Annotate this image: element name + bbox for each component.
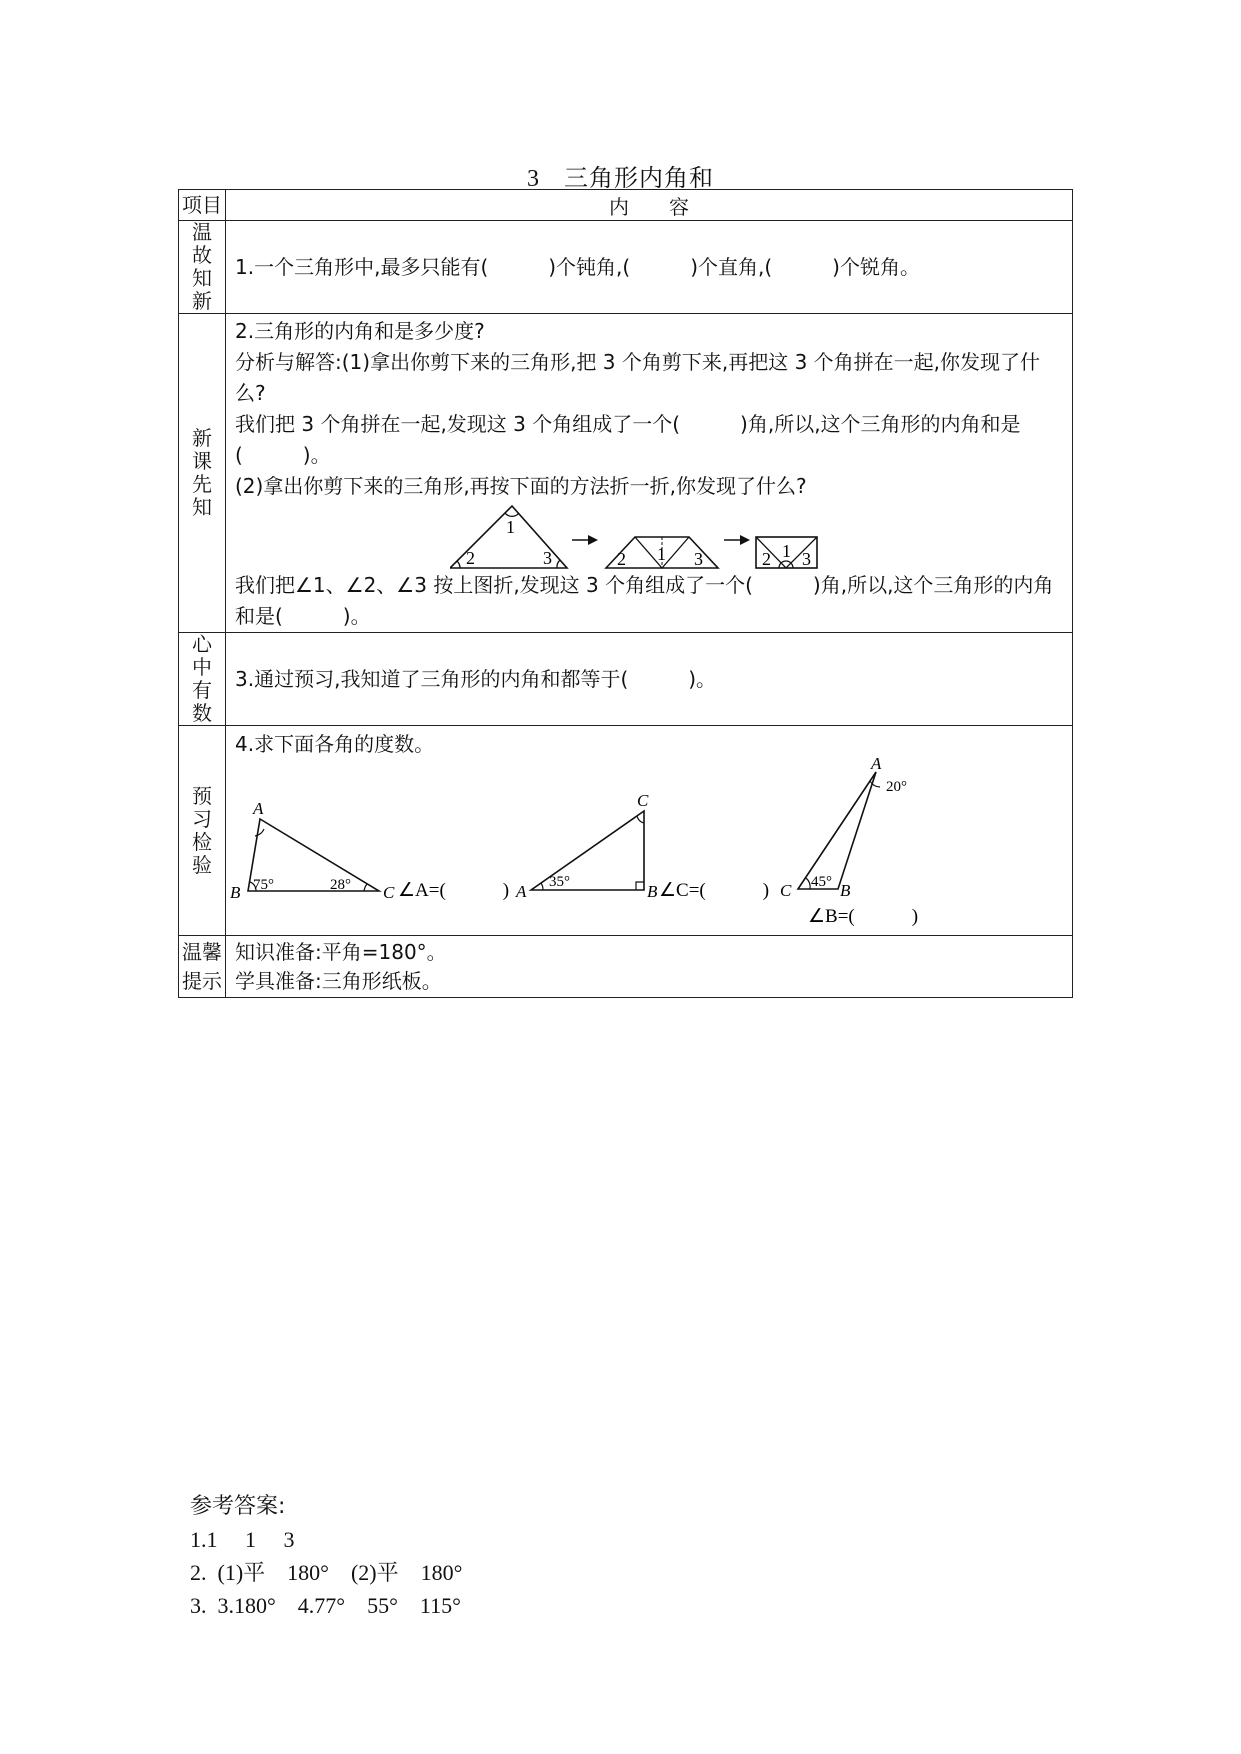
label-char: 习 (192, 806, 212, 831)
fill-in-2: 我们把∠1、∠2、∠3 按上图折,发现这 3 个角组成了一个( )角,所以,这个三角形的内角和是( )。 (235, 573, 1054, 628)
label-char: 知 (192, 266, 212, 290)
fig-label: 2 (617, 549, 626, 569)
label-char: 预 (192, 783, 212, 808)
answer-prompt-b: ∠B=( ) (808, 906, 919, 926)
answer-prompt-c: ∠C=( ) (659, 880, 770, 901)
triangle-figures (226, 756, 1056, 926)
label-char: 数 (192, 701, 212, 725)
answer-prompt-a: ∠A=( ) (398, 880, 510, 901)
angle-a-label: 20° (886, 779, 907, 795)
tip-tools: 学具准备:三角形纸板。 (235, 968, 442, 993)
row-tips (179, 936, 1073, 998)
angle-a-label: 35° (549, 874, 570, 890)
label-review (179, 221, 226, 314)
triangle-2 (515, 791, 769, 901)
label-char: 故 (192, 243, 212, 267)
triangle-1 (230, 799, 509, 902)
folding-diagram (450, 504, 850, 570)
label-char: 验 (192, 852, 212, 877)
label-check (179, 726, 226, 936)
header-col-content: 内 容 (226, 190, 1073, 221)
answer-key (190, 1490, 462, 1622)
fig-label: 3 (694, 549, 703, 569)
worksheet-table (178, 189, 1073, 998)
label-char: 检 (192, 829, 212, 854)
label-tips (179, 936, 226, 998)
vertex-a-label: A (253, 799, 264, 818)
vertex-c-label: C (780, 881, 792, 900)
question-2: 2.三角形的内角和是多少度? (235, 319, 485, 343)
content-mind (226, 633, 1073, 726)
angle-c-label: 28° (330, 877, 351, 893)
content-new-lesson (226, 314, 1073, 633)
label-char: 有 (192, 678, 212, 702)
content-check (226, 726, 1073, 936)
label-char: 温 (192, 220, 212, 244)
answer-line: 1.1 1 3 (190, 1527, 295, 1552)
question-1: 1.一个三角形中,最多只能有( )个钝角,( )个直角,( )个锐角。 (235, 254, 920, 279)
title-text: 三角形内角和 (564, 164, 714, 192)
vertex-c-label: C (383, 883, 395, 902)
part-2-text: (2)拿出你剪下来的三角形,再按下面的方法折一折,你发现了什么? (235, 474, 807, 498)
analysis-text: 分析与解答:(1)拿出你剪下来的三角形,把 3 个角剪下来,再把这 3 个角拼在一起,你发现了什么? (235, 350, 1041, 405)
arrow-right-icon (740, 535, 750, 545)
label-char: 中 (192, 655, 212, 679)
fig-label: 2 (466, 548, 475, 568)
tip-knowledge: 知识准备:平角=180°。 (235, 939, 447, 964)
label-char: 先 (192, 472, 212, 496)
row-review (179, 221, 1073, 314)
label-line: 提示 (182, 968, 222, 993)
row-check (179, 726, 1073, 936)
answer-key-heading: 参考答案: (190, 1494, 286, 1519)
header-col-item: 项目 (179, 190, 226, 221)
row-new-lesson (179, 314, 1073, 633)
label-char: 新 (192, 289, 212, 313)
table-header-row (179, 190, 1073, 221)
fig-label: 3 (802, 549, 811, 569)
answer-line: 3. 3.180° 4.77° 55° 115° (190, 1593, 461, 1618)
fill-in-1: 我们把 3 个角拼在一起,发现这 3 个角组成了一个( )角,所以,这个三角形的内角和是( )。 (235, 412, 1021, 467)
label-new-lesson (179, 314, 226, 633)
vertex-a-label: A (871, 756, 882, 773)
vertex-b-label: B (230, 883, 241, 902)
triangle-3 (780, 756, 918, 926)
label-char: 心 (192, 632, 212, 656)
fig-label: 2 (762, 549, 771, 569)
angle-b-label: 75° (253, 877, 274, 893)
fig-label: 3 (543, 548, 552, 568)
row-mind (179, 633, 1073, 726)
label-mind (179, 633, 226, 726)
label-char: 知 (192, 495, 212, 519)
answer-line: 2. (1)平 180° (2)平 180° (190, 1560, 463, 1585)
vertex-b-label: B (840, 881, 851, 900)
content-tips (226, 936, 1073, 998)
page-title (0, 158, 1241, 193)
vertex-c-label: C (637, 791, 649, 810)
content-review (226, 221, 1073, 314)
fig-label: 1 (782, 541, 791, 561)
title-number: 3 (527, 166, 540, 192)
angle-c-label: 45° (811, 874, 832, 890)
question-4: 4.求下面各角的度数。 (235, 732, 435, 756)
label-char: 课 (192, 449, 212, 473)
label-line: 温馨 (182, 939, 222, 964)
label-char: 新 (192, 426, 212, 450)
vertex-a-label: A (516, 882, 527, 901)
fig-label: 1 (657, 544, 666, 564)
fig-label: 1 (506, 517, 515, 537)
arrow-right-icon (588, 535, 598, 545)
question-3: 3.通过预习,我知道了三角形的内角和都等于( )。 (235, 666, 717, 691)
vertex-b-label: B (647, 882, 658, 901)
